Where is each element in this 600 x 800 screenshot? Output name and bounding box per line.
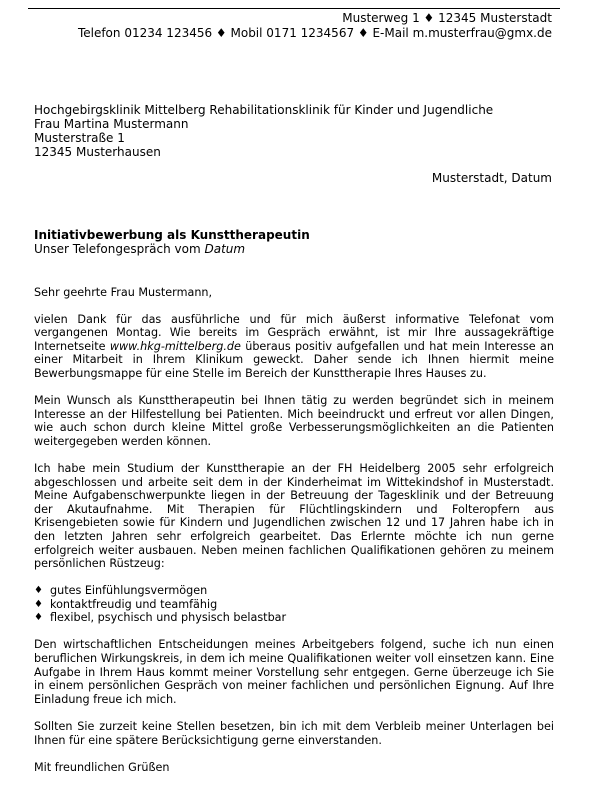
subject-block	[34, 228, 310, 256]
place-date: Musterstadt, Datum	[431, 171, 552, 185]
paragraph-intro	[34, 313, 554, 381]
paragraph-intro-text-end: überaus positiv aufgefallen und hat mein Interesse an einer Mitarbeit in Ihrem Klinikum geweckt. Daher sende ich Ihnen hiermit meine Bewerbungsmappe für eine Stelle im Bereich der Kunsttherapie Ihres Hauses zu.	[34, 339, 554, 380]
sender-contact: Telefon 01234 123456 ♦ Mobil 0171 1234567 ♦ E-Mail m.musterfrau@gmx.de	[77, 26, 552, 40]
diamond-bullet-icon: ♦	[34, 598, 43, 610]
list-item-label: gutes Einfühlungsvermögen	[50, 584, 208, 598]
subject-title: Initiativbewerbung als Kunsttherapeutin	[34, 228, 310, 242]
recipient-street: Musterstraße 1	[34, 131, 125, 145]
letter-body	[34, 286, 554, 788]
list-item-label: kontaktfreudig und teamfähig	[50, 597, 218, 611]
list-item	[34, 598, 554, 612]
paragraph-availability: Den wirtschaftlichen Entscheidungen meines Arbeitgebers folgend, suche ich nun einen beruflichen Wirkungskreis, in dem ich meine Qualifikationen weiter voll einsetzen kann. Eine Aufgabe in Ihrem Haus kommt meiner Vorstellung sehr entgegen. Gerne überzeuge ich Sie in einem persönlichen Gespräch von meiner fachlichen und persönlichen Eignung. Auf Ihre Einladung freue ich mich.	[34, 638, 554, 706]
recipient-name: Frau Martina Mustermann	[34, 117, 189, 131]
website-link: www.hkg-mittelberg.de	[109, 339, 241, 353]
closing: Mit freundlichen Grüßen	[34, 760, 170, 774]
sender-address: Musterweg 1 ♦ 12345 Musterstadt	[342, 11, 552, 25]
paragraph-experience: Ich habe mein Studium der Kunsttherapie an der FH Heidelberg 2005 sehr erfolgreich abgeschlossen und arbeite seit dem in der Kinderheimat im Wittekindshof in Musterstadt. Meine Aufgabenschwerpunkte liegen in der Betreuung der Tagesklinik und der Betreuung der Akutaufnahme. Mit Therapien für Flüchtlingskindern und Folteropfern aus Krisengebieten sowie für Kindern und Jugendlichen zwischen 12 und 17 Jahren habe ich in den letzten Jahren sehr erfolgreich gearbeitet. Das Erlernte möchte ich nun gerne erfolgreich weiter ausbauen. Neben meinen fachlichen Qualifikationen gehören zu meinem persönlichen Rüstzeug:	[34, 461, 554, 571]
reference-date: Datum	[204, 242, 246, 256]
list-item	[34, 611, 554, 625]
recipient-organization: Hochgebirgsklinik Mittelberg Rehabilitationsklinik für Kinder und Jugendliche	[34, 103, 494, 117]
recipient-block	[34, 103, 493, 159]
subject-reference	[34, 242, 310, 256]
sender-header	[78, 11, 552, 41]
paragraph-retention: Sollten Sie zurzeit keine Stellen besetzen, bin ich mit dem Verbleib meiner Unterlagen bei Ihnen für eine spätere Berücksichtigung gerne einverstanden.	[34, 719, 554, 747]
recipient-city: 12345 Musterhausen	[34, 145, 161, 159]
diamond-bullet-icon: ♦	[34, 612, 43, 624]
list-item-label: flexibel, psychisch und physisch belastbar	[50, 611, 287, 625]
reference-prefix: Unser Telefongespräch vom	[34, 242, 205, 256]
paragraph-motivation: Mein Wunsch als Kunsttherapeutin bei Ihnen tätig zu werden begründet sich in meinem Interesse an der Hilfestellung bei Patienten. Mich beeindruckt und erfreut vor allen Dingen, wie auch schon durch kleine Mittel große Verbesserungsmöglichkeiten an die Patienten weitergegeben werden können.	[34, 394, 554, 448]
salutation: Sehr geehrte Frau Mustermann,	[34, 286, 213, 299]
paragraph-intro-text: vielen Dank für das ausführliche und für mich äußerst informative Telefonat vom vergangenen Montag. Wie bereits im Gespräch erwähnt, ist mir Ihre aussagekräftige Internetseite	[34, 312, 554, 353]
header-rule	[28, 8, 560, 9]
qualification-list	[34, 584, 554, 625]
list-item	[34, 584, 554, 598]
diamond-bullet-icon: ♦	[34, 585, 43, 597]
